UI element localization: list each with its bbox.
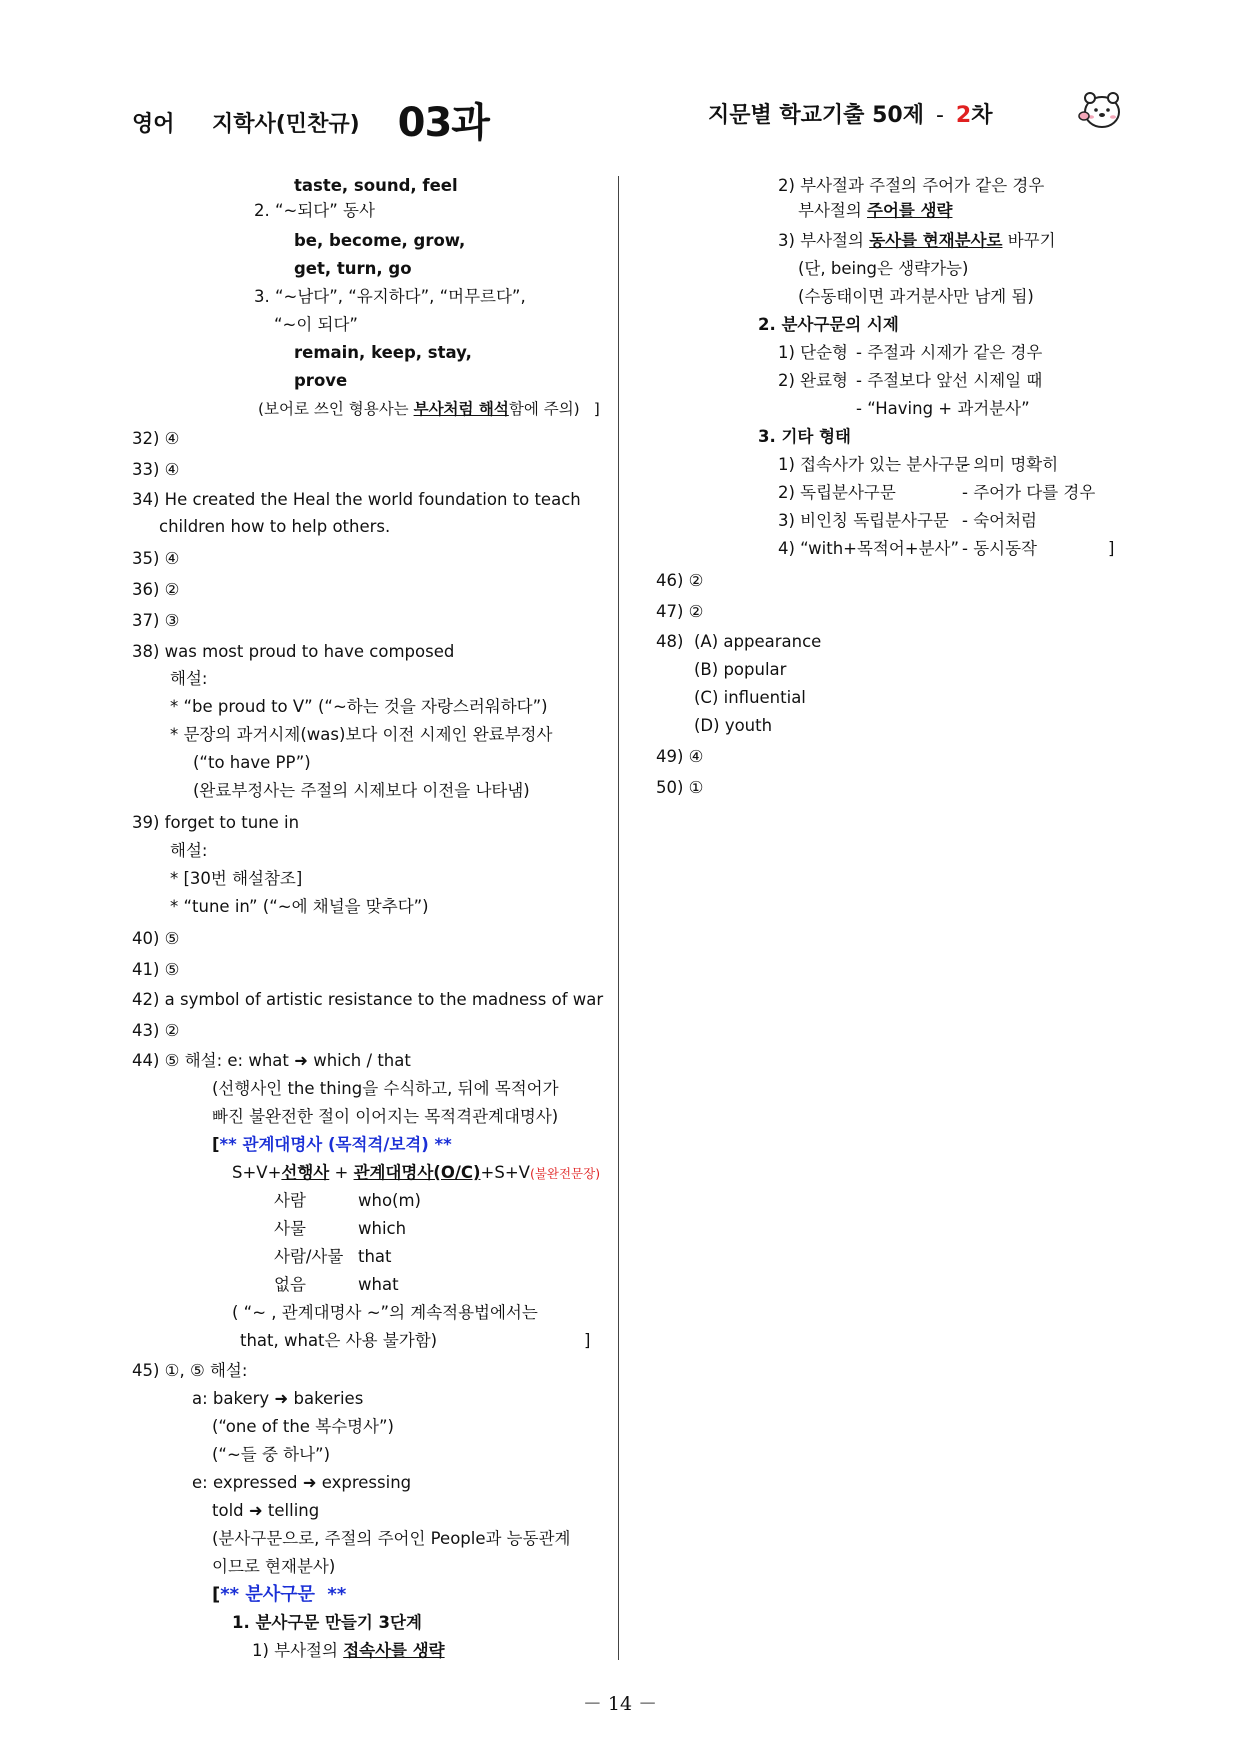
form-type: 3) 비인칭 독립분사구문 bbox=[778, 511, 949, 530]
right-line bbox=[778, 342, 1042, 364]
answer-40: 40) ⑤ bbox=[132, 929, 180, 948]
left-line: taste, sound, feel bbox=[294, 176, 458, 195]
answer-48: 48) bbox=[656, 632, 684, 651]
answer-45: 45) ①, ⑤ 해설: bbox=[132, 1361, 248, 1380]
title-separator: - bbox=[935, 103, 944, 128]
answer-50: 50) ① bbox=[656, 778, 704, 797]
step-text: 1) 부사절의 bbox=[252, 1641, 344, 1660]
grammar-title: ** 분사구문 ** bbox=[220, 1584, 347, 1605]
explanation-line: (완료부정사는 주절의 시제보다 이전을 나타냄) bbox=[193, 781, 530, 800]
bracket-close: ] bbox=[1108, 539, 1115, 558]
formula-relative: 관계대명사(O/C) bbox=[353, 1163, 481, 1182]
left-note bbox=[258, 398, 600, 420]
explanation-line: 이므로 현재분사) bbox=[212, 1557, 336, 1576]
bear-mascot-icon bbox=[1076, 86, 1124, 134]
answer-42: 42) a symbol of artistic resistance to the madness of war bbox=[132, 990, 604, 1009]
answer-48-a: (A) appearance bbox=[694, 632, 822, 651]
step-text: 3) 부사절의 bbox=[778, 231, 870, 250]
answer-43: 43) ② bbox=[132, 1021, 180, 1040]
answer-35: 35) ④ bbox=[132, 549, 180, 568]
explanation-line: (선행사인 the thing을 수식하고, 뒤에 목적어가 bbox=[212, 1079, 559, 1098]
round-number: 2 bbox=[955, 103, 972, 128]
answer-49: 49) ④ bbox=[656, 747, 704, 766]
right-line: (단, being은 생략가능) bbox=[798, 259, 969, 278]
right-line: - “Having + 과거분사” bbox=[856, 399, 1030, 418]
lesson-number: 03과 bbox=[397, 100, 489, 146]
header-left bbox=[132, 86, 489, 146]
table-cell: 없음 bbox=[274, 1275, 306, 1294]
table-cell: 사물 bbox=[274, 1219, 306, 1238]
step-text: 바꾸기 bbox=[1002, 231, 1056, 250]
grammar-note: that, what은 사용 불가함) bbox=[240, 1331, 438, 1350]
explanation-line: * 문장의 과거시제(was)보다 이전 시제인 완료부정사 bbox=[170, 725, 553, 744]
answer-41: 41) ⑤ bbox=[132, 960, 180, 979]
explanation-line: (“one of the 복수명사”) bbox=[212, 1417, 394, 1436]
round-suffix: 차 bbox=[971, 103, 993, 128]
formula-part: S+V+ bbox=[232, 1163, 282, 1182]
note-text: 함에 주의) bbox=[508, 400, 580, 418]
note-text: (보어로 쓰인 형용사는 bbox=[258, 400, 414, 418]
table-cell: 사람 bbox=[274, 1191, 306, 1210]
textbook: 지학사(민찬규) bbox=[212, 112, 360, 137]
table-row bbox=[274, 1190, 421, 1212]
step-emphasis: 주어를 생략 bbox=[867, 201, 953, 220]
answer-46: 46) ② bbox=[656, 571, 704, 590]
explanation-line: * “be proud to V” (“~하는 것을 자랑스러워하다”) bbox=[170, 697, 548, 716]
right-line bbox=[778, 538, 1114, 560]
right-line bbox=[778, 230, 1056, 252]
page-header bbox=[0, 0, 1240, 150]
answer-48-d: (D) youth bbox=[694, 716, 773, 735]
left-line: 2. “~되다” 동사 bbox=[254, 201, 375, 220]
left-line: remain, keep, stay, bbox=[294, 343, 472, 362]
form-desc: - 숙어처럼 bbox=[962, 511, 1037, 530]
section-heading: 1. 분사구문 만들기 3단계 bbox=[232, 1613, 422, 1632]
explanation-line: told ➜ telling bbox=[212, 1501, 320, 1520]
step-text: 부사절의 bbox=[798, 201, 868, 220]
grammar-box-title bbox=[212, 1584, 346, 1606]
form-type: 2) 독립분사구문 bbox=[778, 483, 896, 502]
formula-antecedent: 선행사 bbox=[281, 1163, 330, 1182]
right-line bbox=[778, 454, 1058, 476]
tense-type: 2) 완료형 bbox=[778, 371, 848, 390]
explanation-line: (분사구문으로, 주절의 주어인 People과 능동관계 bbox=[212, 1529, 571, 1548]
right-line: 2) 부사절과 주절의 주어가 같은 경우 bbox=[778, 176, 1045, 195]
table-cell: which bbox=[358, 1219, 407, 1238]
answer-32: 32) ④ bbox=[132, 429, 180, 448]
bracket-close: ] bbox=[593, 400, 600, 418]
table-row bbox=[274, 1218, 406, 1240]
form-desc: - 의미 명확히 bbox=[962, 455, 1059, 474]
table-cell: 사람/사물 bbox=[274, 1247, 344, 1266]
explanation-line: (“to have PP”) bbox=[193, 753, 311, 772]
bracket-close: ] bbox=[584, 1331, 591, 1350]
table-row bbox=[274, 1274, 399, 1296]
table-cell: what bbox=[358, 1275, 399, 1294]
page-number: － 14 － bbox=[582, 1693, 658, 1715]
answer-33: 33) ④ bbox=[132, 460, 180, 479]
form-desc: - 주어가 다를 경우 bbox=[962, 483, 1096, 502]
form-desc: - 동시동작 bbox=[962, 539, 1037, 558]
answer-37: 37) ③ bbox=[132, 611, 180, 630]
explanation-line: a: bakery ➜ bakeries bbox=[192, 1389, 364, 1408]
table-cell: who(m) bbox=[358, 1191, 421, 1210]
formula-part: + bbox=[329, 1163, 354, 1182]
tense-type: 1) 단순형 bbox=[778, 343, 848, 362]
form-type: 1) 접속사가 있는 분사구문 bbox=[778, 455, 971, 474]
tense-desc: - 주절과 시제가 같은 경우 bbox=[856, 343, 1043, 362]
right-line bbox=[778, 482, 1095, 504]
explanation-line: 빠진 불완전한 절이 이어지는 목적격관계대명사) bbox=[212, 1107, 559, 1126]
step-emphasis: 동사를 현재분사로 bbox=[869, 231, 1003, 250]
grammar-note: ( “~ , 관계대명사 ~”의 계속적용법에서는 bbox=[232, 1303, 538, 1322]
answer-48-b: (B) popular bbox=[694, 660, 787, 679]
answer-36: 36) ② bbox=[132, 580, 180, 599]
explanation-label: 해설: bbox=[170, 669, 208, 688]
table-row bbox=[274, 1246, 392, 1268]
section-heading: 2. 분사구문의 시제 bbox=[758, 315, 899, 334]
answer-34-cont: children how to help others. bbox=[159, 517, 391, 536]
note-emphasis: 부사처럼 해석 bbox=[413, 400, 509, 418]
explanation-line: * [30번 해설참조] bbox=[170, 869, 303, 888]
answer-44: 44) ⑤ 해설: e: what ➜ which / that bbox=[132, 1051, 411, 1070]
step-emphasis: 접속사를 생략 bbox=[343, 1641, 445, 1660]
subject: 영어 bbox=[132, 112, 175, 137]
grammar-title: ** 관계대명사 (목적격/보격) ** bbox=[219, 1135, 452, 1154]
left-line: get, turn, go bbox=[294, 259, 412, 278]
grammar-formula bbox=[232, 1162, 600, 1185]
answer-47: 47) ② bbox=[656, 602, 704, 621]
left-line: “~이 되다” bbox=[274, 315, 358, 334]
tense-desc: - 주절보다 앞선 시제일 때 bbox=[856, 371, 1043, 390]
explanation-line: (“~들 중 하나”) bbox=[212, 1445, 331, 1464]
answer-38: 38) was most proud to have composed bbox=[132, 642, 455, 661]
column-divider bbox=[618, 176, 619, 1660]
right-line bbox=[778, 510, 1037, 532]
left-line: prove bbox=[294, 371, 348, 390]
left-line: be, become, grow, bbox=[294, 231, 466, 250]
bracket-open: [ bbox=[212, 1135, 220, 1154]
answer-34: 34) He created the Heal the world foundation to teach bbox=[132, 490, 581, 509]
formula-part: +S+V bbox=[480, 1163, 530, 1182]
header-right bbox=[708, 98, 992, 129]
step-line bbox=[252, 1640, 445, 1662]
answer-39: 39) forget to tune in bbox=[132, 813, 300, 832]
formula-note: (불완전문장) bbox=[529, 1166, 601, 1181]
doc-title: 지문별 학교기출 50제 bbox=[708, 103, 924, 128]
section-heading: 3. 기타 형태 bbox=[758, 427, 851, 446]
right-line: (수동태이면 과거분사만 남게 됨) bbox=[798, 287, 1034, 306]
grammar-box-title bbox=[212, 1134, 452, 1156]
left-line: 3. “~남다”, “유지하다”, “머무르다”, bbox=[254, 287, 526, 306]
bracket-open: [ bbox=[212, 1584, 221, 1605]
form-type: 4) “with+목적어+분사” bbox=[778, 539, 960, 558]
explanation-line: * “tune in” (“~에 채널을 맞추다”) bbox=[170, 897, 429, 916]
answer-48-c: (C) influential bbox=[694, 688, 806, 707]
table-cell: that bbox=[358, 1247, 392, 1266]
right-line bbox=[798, 200, 952, 222]
explanation-label: 해설: bbox=[170, 841, 208, 860]
explanation-line: e: expressed ➜ expressing bbox=[192, 1473, 412, 1492]
right-line bbox=[778, 370, 1042, 392]
